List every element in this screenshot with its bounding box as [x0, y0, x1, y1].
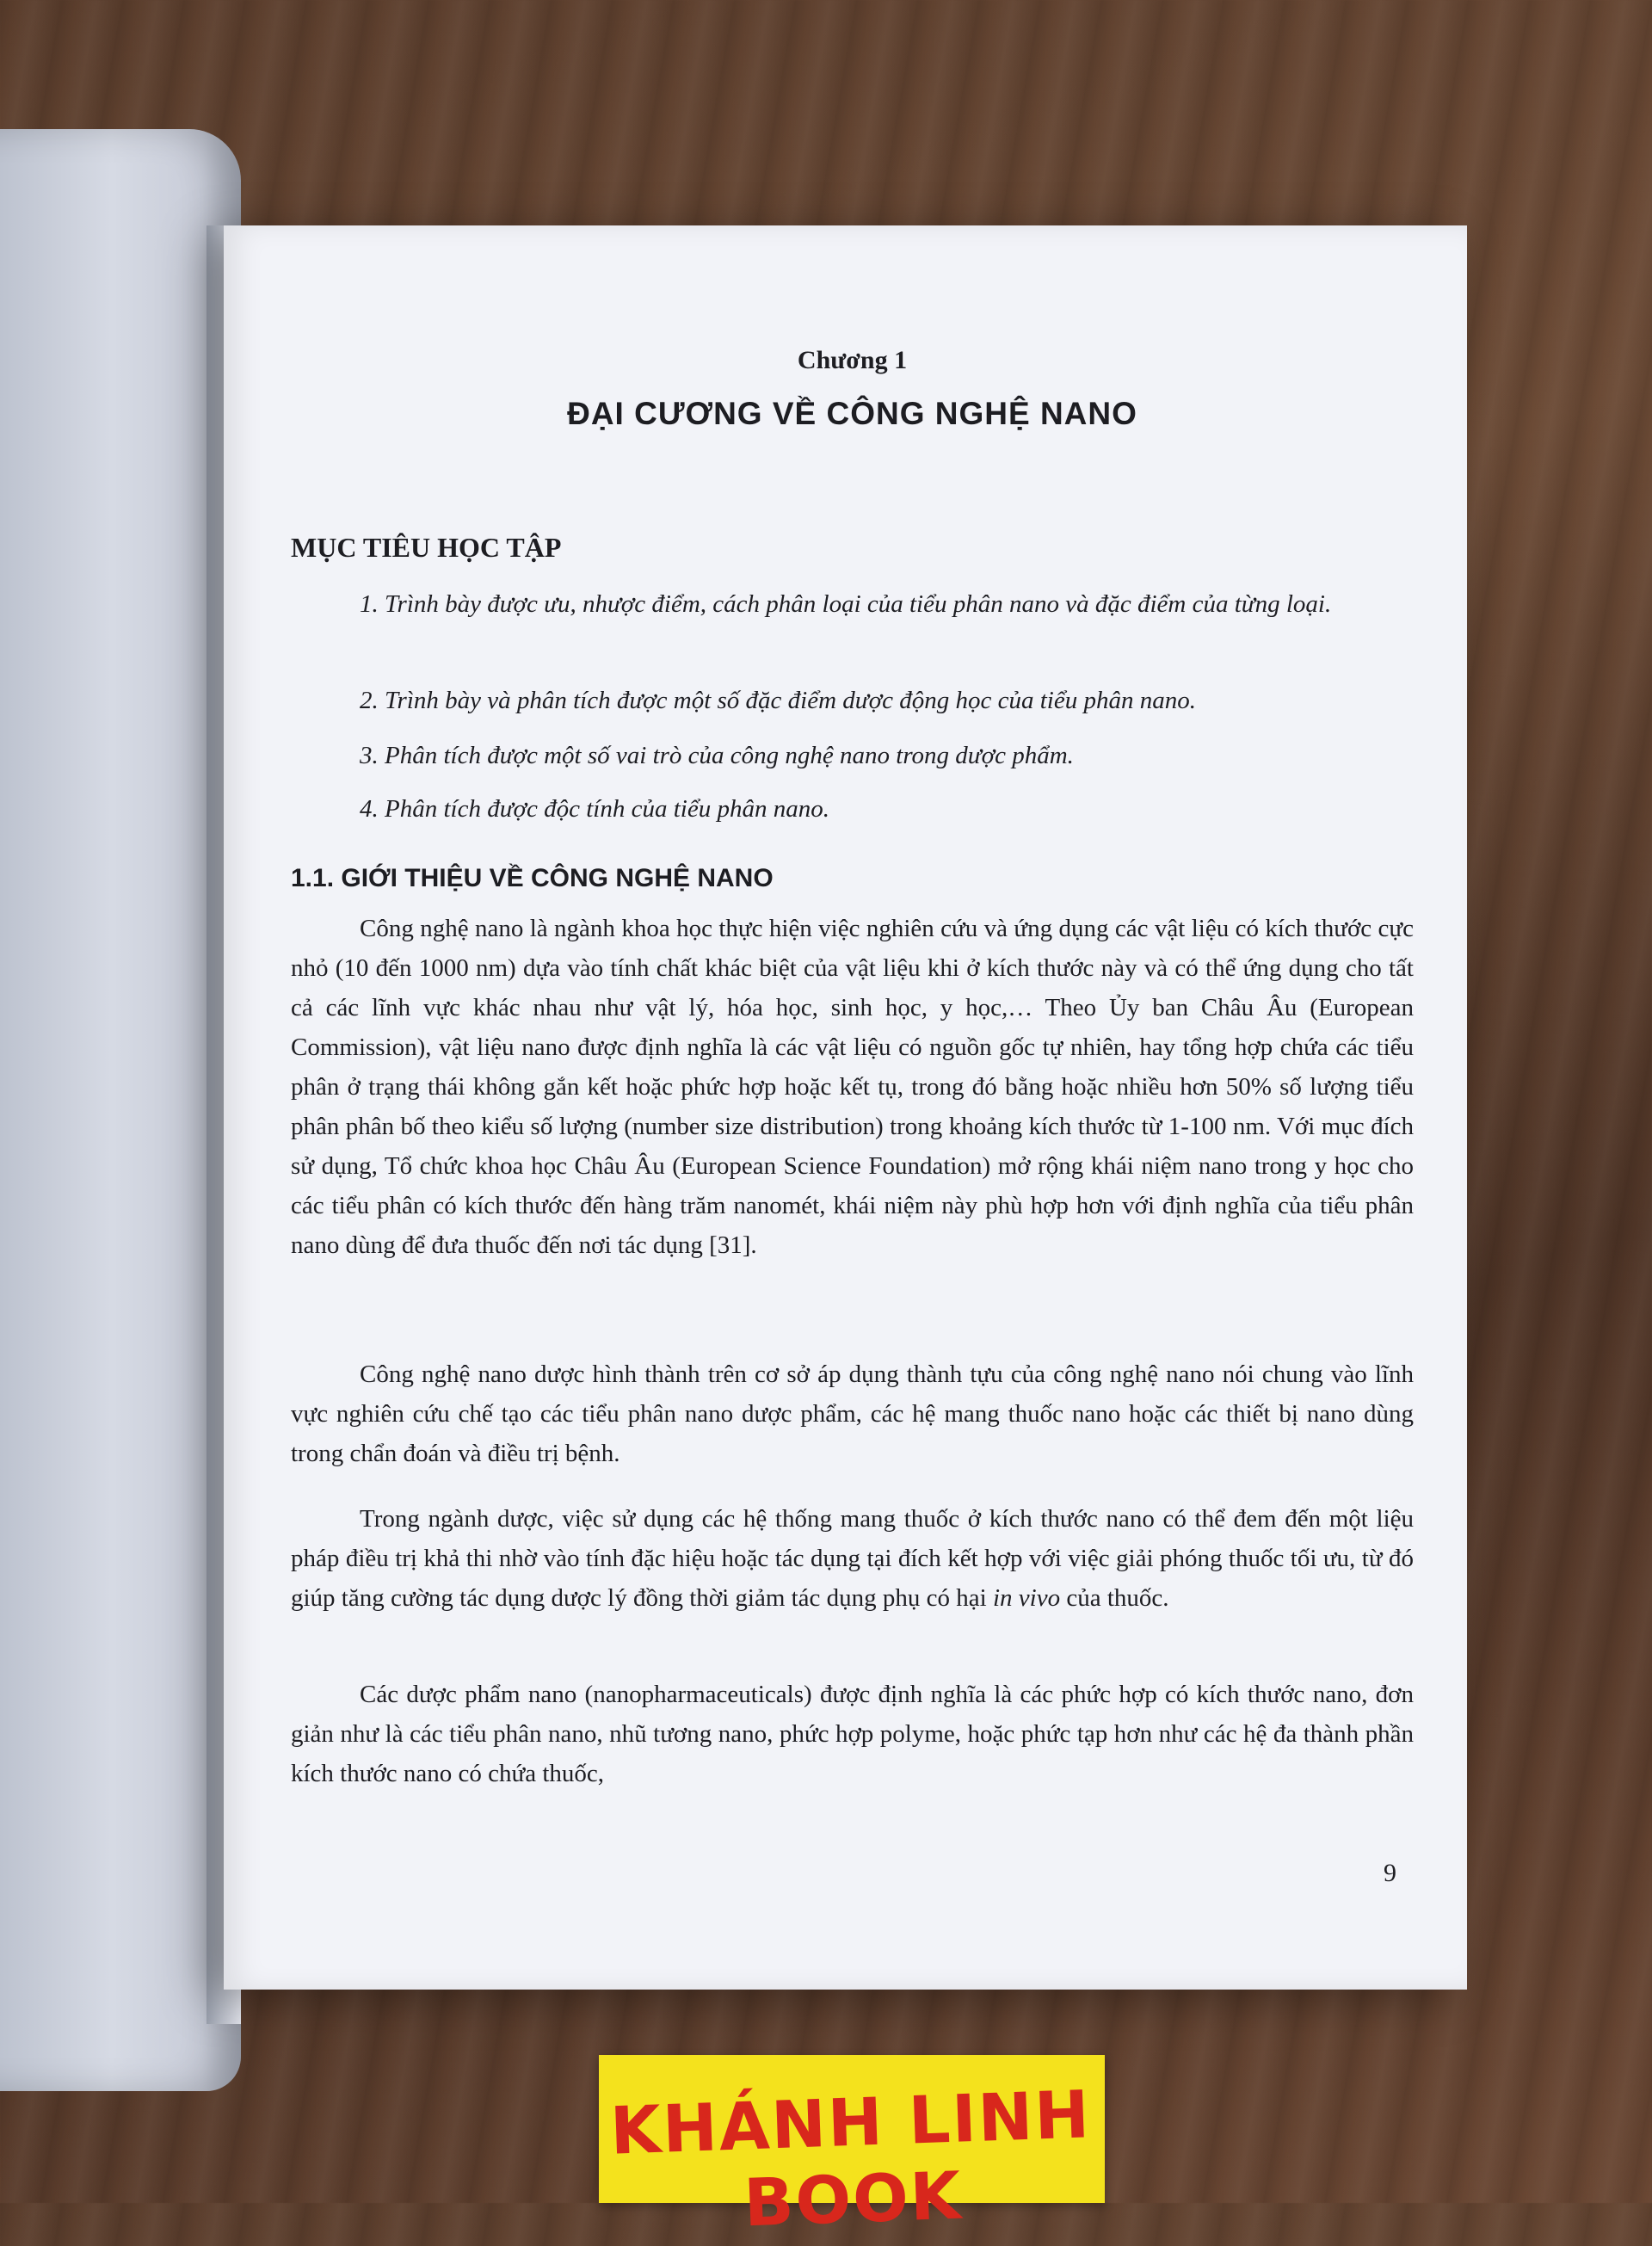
objectives-heading: MỤC TIÊU HỌC TẬP — [291, 532, 562, 563]
italic-term: in vivo — [992, 1584, 1061, 1612]
paragraph: Các dược phẩm nano (nanopharmaceuticals) được định nghĩa là các phức hợp có kích thước nano, đơn giản như là các tiểu phân nano, nhũ tương nano, phức hợp polyme, hoặc phức tạp hơn như các hệ đa thành phần kích thước nano có chứa thuốc, — [291, 1681, 1414, 1787]
chapter-title: ĐẠI CƯƠNG VỀ CÔNG NGHỆ NANO — [567, 396, 1137, 431]
objective-item: 4. Phân tích được độc tính của tiểu phân nano. — [360, 795, 829, 823]
paragraph-tail: của thuốc. — [1060, 1584, 1169, 1612]
section-heading: 1.1. GIỚI THIỆU VỀ CÔNG NGHỆ NANO — [291, 864, 774, 892]
chapter-label: Chương 1 — [797, 346, 908, 374]
objective-item: 3. Phân tích được một số vai trò của công nghệ nano trong dược phẩm. — [360, 742, 1074, 769]
paragraph-text: Trong ngành dược, việc sử dụng các hệ thống mang thuốc ở kích thước nano có thể đem đến một liệu pháp điều trị khả thi nhờ vào tính đặc hiệu hoặc tác dụng tại đích kết hợp với việc giải phóng thuốc tối ưu, từ đó giúp tăng cường tác dụng dược lý đồng thời giảm tác dụng phụ có hại — [291, 1505, 1414, 1612]
sticker-text: KHÁNH LINH BOOK — [608, 2076, 1093, 2242]
objective-item: 2. Trình bày và phân tích được một số đặc điểm dược động học của tiểu phân nano. — [360, 687, 1196, 714]
page-number: 9 — [1384, 1859, 1396, 1887]
shop-sticker — [599, 2055, 1105, 2242]
paragraph — [291, 1499, 1414, 1618]
facing-page — [0, 129, 241, 2091]
objective-item: 1. Trình bày được ưu, nhược điểm, cách phân loại của tiểu phân nano và đặc điểm của từng loại. — [360, 590, 1332, 618]
paragraph: Công nghệ nano là ngành khoa học thực hiện việc nghiên cứu và ứng dụng các vật liệu có kích thước cực nhỏ (10 đến 1000 nm) dựa vào tính chất khác biệt của vật liệu khi ở kích thước này và có thể ứng dụng cho tất cả các lĩnh vực khác nhau như vật lý, hóa học, sinh học, y học,… Theo Ủy ban Châu Âu (European Commission), vật liệu nano được định nghĩa là các vật liệu có nguồn gốc tự nhiên, hay tổng hợp chứa các tiểu phân ở trạng thái không gắn kết hoặc phức hợp hoặc kết tụ, trong đó bằng hoặc nhiều hơn 50% số lượng tiểu phân phân bố theo kiểu số lượng (number size distribution) trong khoảng kích thước từ 1-100 nm. Với mục đích sử dụng, Tổ chức khoa học Châu Âu (European Science Foundation) mở rộng khái niệm nano trong y học cho các tiểu phân có kích thước đến hàng trăm nanomét, khái niệm này phù hợp hơn với định nghĩa của tiểu phân nano dùng để đưa thuốc đến nơi tác dụng [31]. — [291, 915, 1414, 1259]
book-page — [224, 225, 1467, 1990]
paragraph: Công nghệ nano dược hình thành trên cơ sở áp dụng thành tựu của công nghệ nano nói chung vào lĩnh vực nghiên cứu chế tạo các tiểu phân nano dược phẩm, các hệ mang thuốc nano hoặc các thiết bị nano dùng trong chẩn đoán và điều trị bệnh. — [291, 1361, 1414, 1467]
